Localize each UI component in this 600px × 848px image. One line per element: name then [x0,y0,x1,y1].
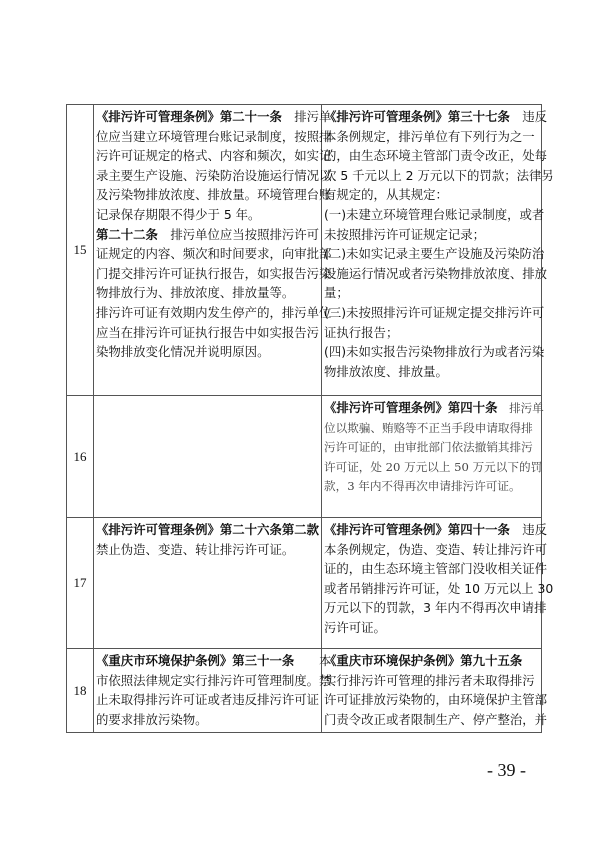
row-number: 18 [67,649,94,733]
article-text: 量； [324,285,349,301]
text-line [96,166,332,186]
text-line [324,419,540,439]
text-line [324,283,540,303]
article-text: 设施运行情况或者污染物排放浓度、排放 [324,265,548,281]
article-title: 《重庆市环境保护条例》第九十五条 [324,653,523,668]
table-row [67,105,542,396]
article-text: 排污单位应当按照排污许可 [157,226,320,242]
text-line [324,671,540,691]
article-text: 万元以下的罚款，3 年内不得再次申请排 [324,600,547,616]
article-text: 记录保存期限不得少于 5 年。 [96,206,261,222]
text-line [324,690,548,710]
text-line [324,559,548,579]
article-text: 排污许可证有效期内发生停产的，排污单位 [96,304,332,320]
article-text: 次 5 千元以上 2 万元以下的罚款；法律另 [324,167,554,183]
article-text: 款，3 年内不得再次申请排污许可证。 [324,479,521,494]
obligation-cell [94,105,332,396]
text-line [96,323,320,343]
row-number: 16 [67,396,94,518]
text-line [324,107,548,127]
penalty-cell [322,105,554,396]
row-number: 17 [67,518,94,649]
text-line [96,690,320,710]
article-text: 录主要生产设施、污染防治设施运行情况以 [96,167,332,183]
article-text: 位应当建立环境管理台账记录制度，按照排 [96,128,332,144]
text-line [324,618,540,638]
text-line [96,651,332,671]
table-row [67,649,542,733]
article-text: 止未取得排污许可证或者违反排污许可证 [96,692,320,708]
article-text: 本 [294,653,332,668]
article-text: (二)未如实记录主要生产设施及污染防治 [324,246,545,262]
text-line [324,127,540,147]
article-text: 实行排污许可管理的排污者未取得排污 [324,672,535,688]
text-line [324,598,547,618]
article-text: 物排放行为、排放浓度、排放量等。 [96,285,295,301]
article-text: 应当在排污许可证执行报告中如实报告污 [96,324,320,340]
article-title: 《排污许可管理条例》第二十一条 [96,109,282,124]
article-text: 证的，由生态环境主管部门没收相关证件 [324,561,548,577]
text-line [96,283,320,303]
penalty-cell [322,649,548,733]
text-line [324,185,540,205]
article-text: 未按照排污许可证规定记录； [324,226,486,242]
text-line [96,146,332,166]
text-line [96,107,332,127]
article-text: 染物排放变化情况并说明原因。 [96,344,270,360]
article-title: 《排污许可管理条例》第三十七条 [324,109,510,124]
text-line [324,651,540,671]
text-line [324,398,544,419]
text-line [96,205,320,225]
text-line [96,264,332,284]
text-line [324,303,545,323]
article-text: 证执行报告； [324,324,399,340]
article-title: 《排污许可管理条例》第四十一条 [324,522,510,537]
text-line [324,438,540,458]
article-text: 许可证排放污染物的，由环境保护主管部 [324,692,548,708]
text-line [324,458,543,478]
text-line [324,477,540,497]
article-text: (一)未建立环境管理台账记录制度，或者 [324,206,545,222]
text-line [324,362,540,382]
article-text: 的要求排放污染物。 [96,711,208,727]
text-line [324,540,548,560]
article-text: 污许可证。 [324,619,386,635]
article-text: 物排放浓度、排放量。 [324,363,448,379]
article-text: 有规定的，从其规定： [324,187,448,203]
text-line [96,520,320,540]
text-line [96,342,320,362]
text-line [96,127,332,147]
article-text: 证规定的内容、频次和时间要求，向审批部 [96,246,332,262]
article-text: 排污单 [497,401,544,415]
article-title: 《排污许可管理条例》第四十条 [324,400,498,415]
text-line [324,205,545,225]
article-text: 排污单 [281,109,332,124]
obligation-cell [94,396,322,518]
regulation-table [66,104,554,733]
text-line [96,244,332,264]
text-line [96,710,320,730]
penalty-cell [322,396,542,518]
article-text: 污许可证的，由审批部门依法撤销其排污 [324,440,533,455]
text-line [324,710,548,730]
text-line [324,166,554,186]
text-line [324,342,545,362]
article-text: 门提交排污许可证执行报告，如实报告污染 [96,265,332,281]
text-line [96,671,332,691]
text-line [324,244,545,264]
text-line [324,225,540,245]
article-text: (四)未如实报告污染物排放行为或者污染 [324,344,545,360]
article-text: 禁止伪造、变造、转让排污许可证。 [96,541,295,557]
text-line [96,303,332,323]
article-text: (三)未按照排污许可证规定提交排污许可 [324,304,545,320]
text-line [96,185,332,205]
text-line [324,323,540,343]
article-text: 及污染物排放浓度、排放量。环境管理台账 [96,187,332,203]
text-line [96,225,320,245]
article-text: 违反 [509,109,548,124]
page-number: - 39 - [487,760,526,780]
table-row [67,518,542,649]
article-text: 违反 [509,522,548,537]
text-line [324,264,548,284]
penalty-cell [322,518,554,649]
text-line [324,520,548,540]
obligation-cell [94,518,322,649]
article-text: 污许可证规定的格式、内容和频次，如实记 [96,148,332,164]
text-line [324,579,554,599]
article-text: 的，由生态环境主管部门责令改正，处每 [324,148,548,164]
article-text: 位以欺骗、贿赂等不正当手段申请取得排 [324,420,533,435]
article-title: 第二十二条 [96,226,158,242]
article-title: 《排污许可管理条例》第二十六条第二款 [96,522,320,537]
article-text: 或者吊销排污许可证，处 10 万元以上 30 [324,580,554,596]
obligation-cell [94,649,332,733]
article-text: 市依照法律规定实行排污许可管理制度。禁 [96,672,332,688]
article-text: 门责令改正或者限制生产、停产整治，并 [324,711,548,727]
text-line [96,540,320,560]
article-text: 许可证，处 20 万元以上 50 万元以下的罚 [324,459,543,474]
table-row [67,396,542,518]
article-text: 本条例规定，伪造、变造、转让排污许可 [324,541,548,557]
row-number: 15 [67,105,94,396]
text-line [324,146,548,166]
article-title: 《重庆市环境保护条例》第三十一条 [96,653,295,668]
article-text: 本条例规定，排污单位有下列行为之一 [324,128,535,144]
